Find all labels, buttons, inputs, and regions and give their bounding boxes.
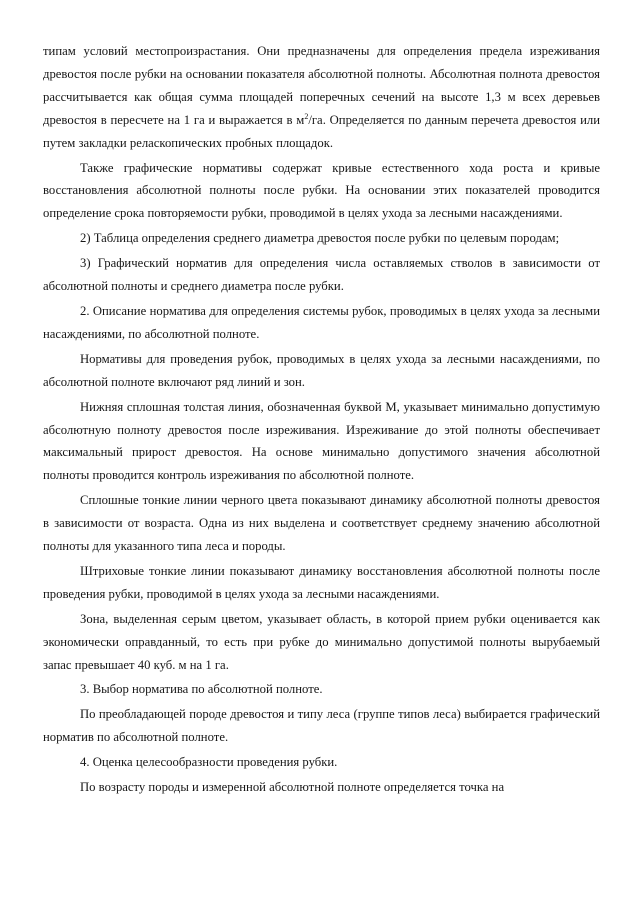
paragraph-item-3-graphic: 3) Графический норматив для определения числа оставляемых стволов в зависимости от абсолютной полноты и среднего диаметра после рубки.: [43, 256, 600, 294]
paragraph-grey-zone: Зона, выделенная серым цветом, указывает область, в которой прием рубки оценивается как экономически оправданный, то есть при рубке до минимально допустимой полноты вырубаемый запас превышает 40 куб. м на 1 га.: [43, 611, 600, 672]
superscript-2: 2: [304, 111, 309, 121]
paragraph-section-3-heading: 3. Выбор норматива по абсолютной полноте.: [80, 682, 323, 697]
paragraph-intro-continued: [43, 40, 600, 155]
paragraph-graphic-norms: Также графические нормативы содержат кривые естественного хода роста и кривые восстановления абсолютной полноты после рубки. На основании этих показателей проводится определение срока повторяемости рубки, проводимой в целях ухода за лесными насаждениями.: [43, 160, 600, 221]
paragraph-norms-include: Нормативы для проведения рубок, проводимых в целях ухода за лесными насаждениями, по абсолютной полноте включают ряд линий и зон.: [43, 351, 600, 389]
paragraph-thick-line: Нижняя сплошная толстая линия, обозначенная буквой М, указывает минимально допустимую абсолютную полноту древостоя после изреживания. Изреживание до этой полноты обеспечивает максимальный прирост древостоя. На основе минимально допустимого значения абсолютной полноты проводится контроль изреживания по абсолютной полноте.: [43, 399, 600, 483]
paragraph-section-4-heading: 4. Оценка целесообразности проведения рубки.: [80, 755, 338, 770]
paragraph-section-2-heading: 2. Описание норматива для определения системы рубок, проводимых в целях ухода за лесными насаждениями, по абсолютной полноте.: [43, 303, 600, 341]
paragraph-thin-lines: Сплошные тонкие линии черного цвета показывают динамику абсолютной полноты древостоя в зависимости от возраста. Одна из них выделена и соответствует среднему значению абсолютной полноты для указанного типа леса и породы.: [43, 493, 600, 554]
paragraph-text: /га. Определяется по данным перечета древостоя или путем закладки реласкопических пробных площадок.: [43, 112, 600, 150]
document-body: [43, 40, 600, 799]
paragraph-item-2-table: 2) Таблица определения среднего диаметра древостоя после рубки по целевым породам;: [80, 231, 560, 246]
paragraph-choice: По преобладающей породе древостоя и типу леса (группе типов леса) выбирается графический норматив по абсолютной полноте.: [43, 707, 600, 745]
paragraph-text: типам условий местопроизрастания. Они предназначены для определения предела изреживания древостоя после рубки на основании показателя абсолютной полноты. Абсолютная полнота древостоя рассчитывается как общая сумма площадей поперечных сечений на высоте 1,3 м всех деревьев древостоя в пересчете на 1 га и выражается в м: [43, 44, 600, 127]
paragraph-dashed-lines: Штриховые тонкие линии показывают динамику восстановления абсолютной полноты после проведения рубки, проводимой в целях ухода за лесными насаждениями.: [43, 563, 600, 601]
paragraph-age: По возрасту породы и измеренной абсолютной полноте определяется точка на: [80, 780, 505, 795]
